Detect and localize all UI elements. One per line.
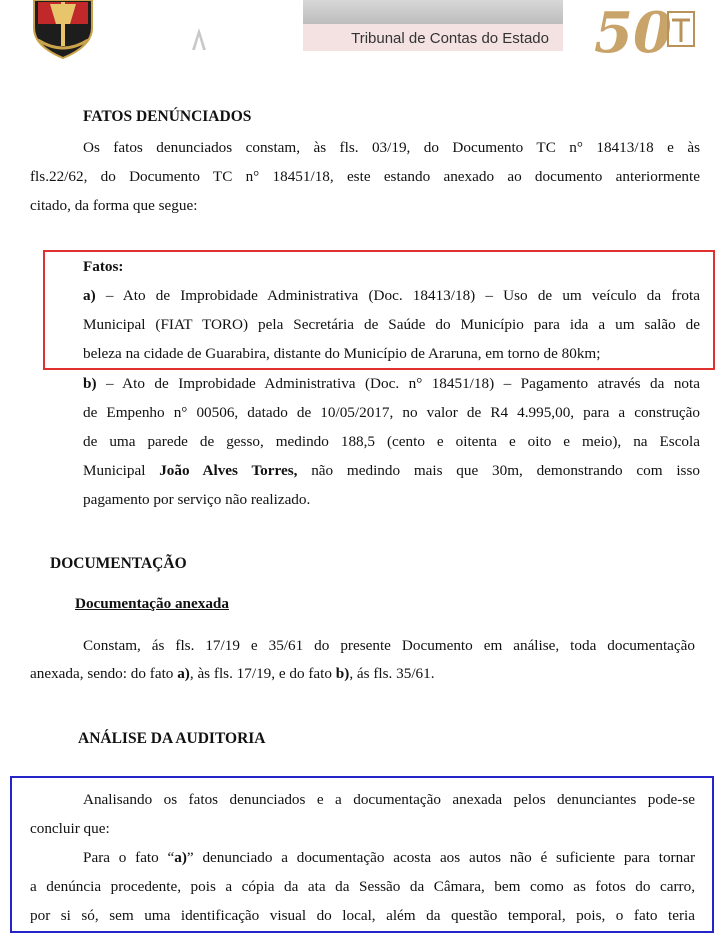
subheading-documentacao-anexada: Documentação anexada	[75, 595, 229, 612]
anniversary-mark: 50	[594, 0, 672, 58]
section-heading-documentacao: DOCUMENTAÇÃO	[50, 555, 187, 572]
fato-a-ref: a)	[174, 849, 187, 866]
fato-a-line	[83, 281, 700, 311]
fato-b-line: de Empenho n° 00506, datado de 10/05/2017, no valor de R4 4.995,00, para a construção	[83, 404, 700, 421]
fato-b-marker: b)	[83, 375, 97, 392]
fato-a-line: beleza na cidade de Guarabira, distante do Município de Araruna, em torno de 80km;	[83, 345, 601, 362]
fato-b-line	[83, 456, 700, 486]
paragraph-line: concluir que:	[30, 820, 110, 837]
banner-mark-icon	[192, 28, 206, 50]
paragraph-line: a denúncia procedente, pois a cópia da ata da Sessão da Câmara, bem como as fotos do carro,	[30, 878, 695, 895]
paragraph-line	[30, 659, 435, 689]
paragraph-line: Analisando os fatos denunciados e a documentação anexada pelos denunciantes pode-se	[83, 791, 695, 808]
fato-b-text: não medindo mais que 30m, demonstrando com isso	[297, 462, 700, 479]
header-banner	[303, 0, 563, 24]
fato-a-ref: a)	[177, 665, 190, 682]
fato-b-text: Municipal	[83, 462, 160, 479]
paragraph-line: citado, da forma que segue:	[30, 197, 198, 214]
fato-a-text: – Ato de Improbidade Administrativa (Doc. 18413/18) – Uso de um veículo da frota	[95, 287, 700, 304]
fato-b-line: de uma parede de gesso, medindo 188,5 (cento e oitenta e oito e meio), na Escola	[83, 433, 700, 450]
paragraph-line: Os fatos denunciados constam, às fls. 03/19, do Documento TC n° 18413/18 e às	[83, 139, 700, 156]
paragraph-text: anexada, sendo: do fato	[30, 665, 178, 682]
fato-a-line: Municipal (FIAT TORO) pela Secretária de Saúde do Município para ida a um salão de	[83, 316, 700, 333]
paragraph-text: , ás fls. 35/61.	[349, 665, 435, 682]
fato-b-text: – Ato de Improbidade Administrativa (Doc. n° 18451/18) – Pagamento através da nota	[96, 375, 700, 392]
paragraph-line: fls.22/62, do Documento TC n° 18451/18, este estando anexado ao documento anteriormente	[30, 168, 700, 185]
fatos-label: Fatos:	[83, 258, 124, 275]
section-heading-analise-auditoria: ANÁLISE DA AUDITORIA	[78, 730, 266, 747]
institution-name: Tribunal de Contas do Estado	[351, 30, 549, 47]
paragraph-line: Constam, ás fls. 17/19 e 35/61 do presente Documento em análise, toda documentação	[83, 637, 695, 654]
fato-a-marker: a)	[83, 287, 96, 304]
paragraph-text: , às fls. 17/19, e do fato	[189, 665, 336, 682]
anniversary-logo	[592, 0, 704, 58]
paragraph-text: Para o fato “	[83, 849, 175, 866]
paragraph-line	[83, 843, 695, 873]
fato-b-ref: b)	[335, 665, 350, 682]
paragraph-text: ” denunciado a documentação acosta aos autos não é suficiente para tornar	[186, 849, 695, 866]
coat-of-arms-logo	[30, 0, 96, 60]
fato-b-line: pagamento por serviço não realizado.	[83, 491, 311, 508]
fato-b-line	[83, 369, 700, 399]
paragraph-line: por si só, sem uma identificação visual do local, além da questão temporal, pois, o fato teria	[30, 907, 695, 924]
school-name: João Alves Torres,	[159, 462, 298, 479]
section-heading-fatos-denunciados: FATOS DENÚNCIADOS	[83, 108, 252, 125]
